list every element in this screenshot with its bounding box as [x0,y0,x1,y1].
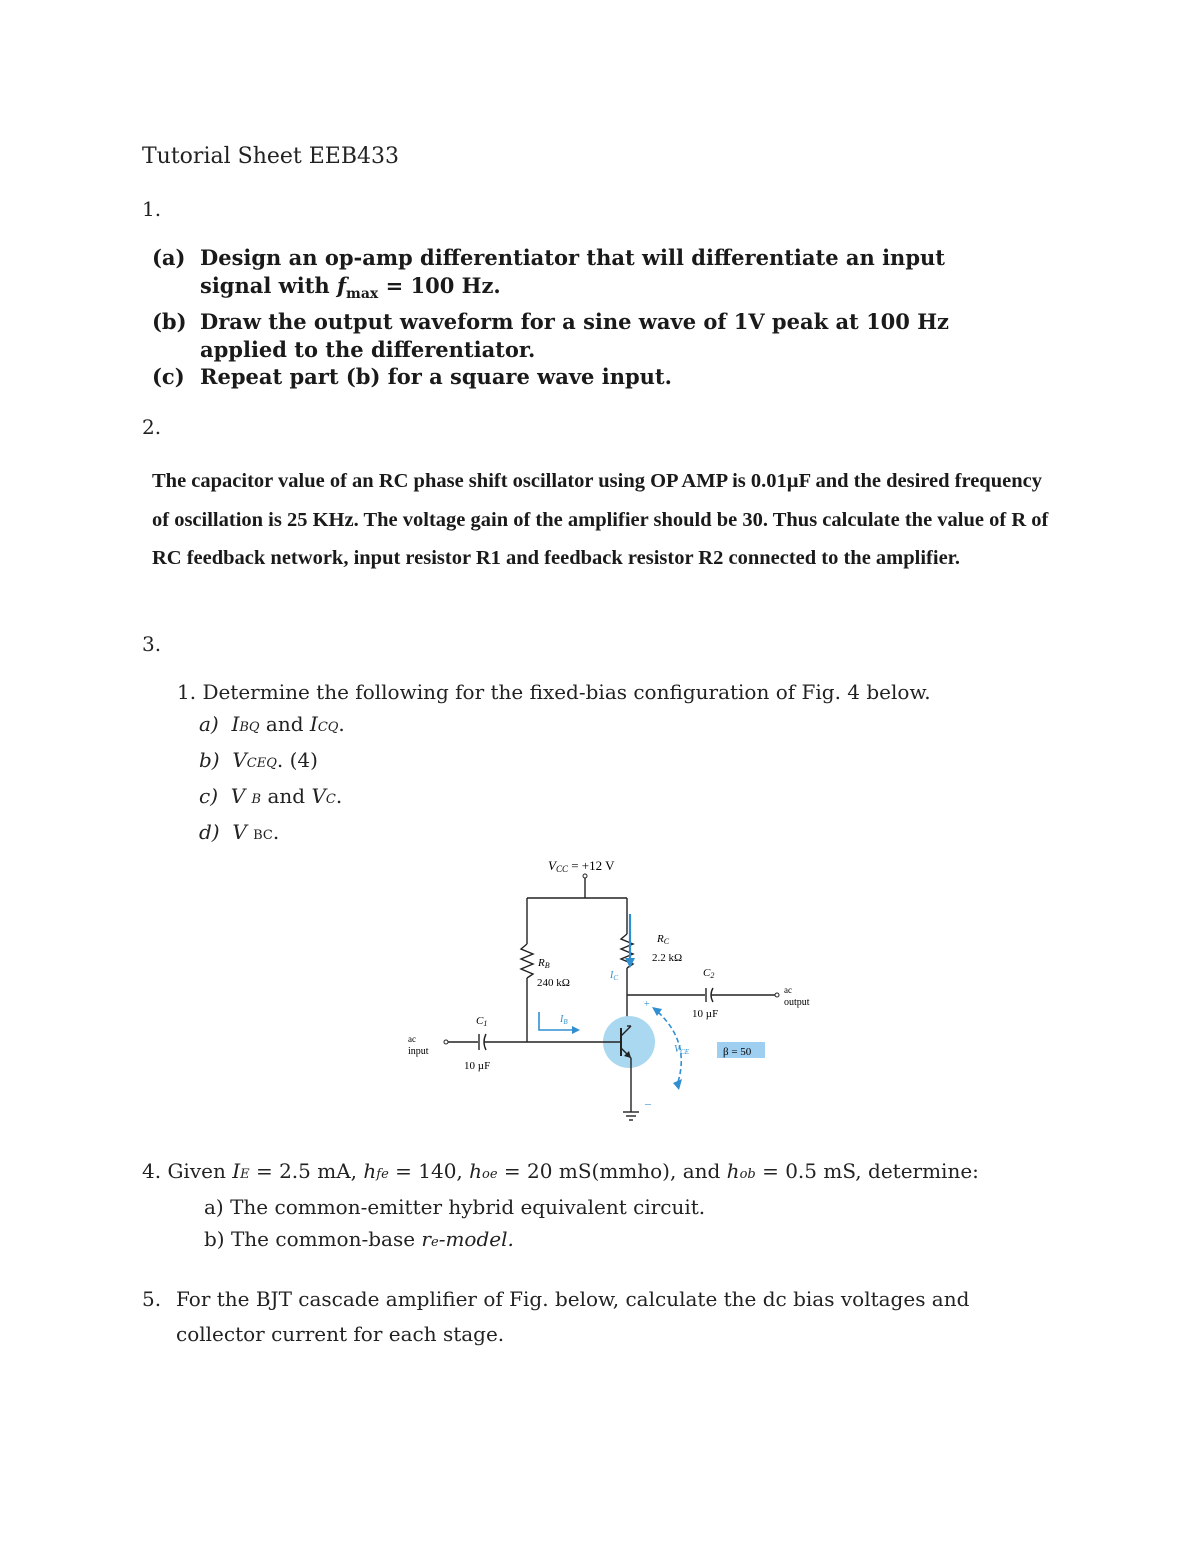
q4-part-a: a) The common-emitter hybrid equivalent circuit. [204,1195,706,1219]
q5-row [142,1282,1022,1352]
q4-ie: I [232,1159,241,1183]
vce-minus-sign: – [645,1096,651,1110]
q1-part-b-label: (b) [152,309,187,335]
q3-ibq-sub: BQ [239,720,260,735]
question-3-body [177,676,931,852]
c2-label: C2 [703,967,715,980]
q4-v4: = 0.5 mS, determine: [755,1159,979,1183]
q4-part-b-text: b) The common-base [204,1227,422,1251]
ib-arrow-head [572,1026,580,1034]
q4-part-b [142,1223,979,1259]
q5-text: For the BJT cascade amplifier of Fig. below, calculate the dc bias voltages and collector current for each stage. [176,1287,970,1346]
q1-part-b-line1: Draw the output waveform for a sine wave of 1V peak at 100 Hz [200,309,949,335]
page-title: Tutorial Sheet EEB433 [142,144,400,169]
q1-part-a-line2 [152,272,949,309]
q3-vc-sub: C [325,792,336,807]
ac-input-label-1: ac [408,1034,416,1044]
q4-hfe-sub: fe [376,1167,389,1182]
q1-part-a [152,244,949,272]
q1-part-b [152,308,949,336]
question-3-number: 3. [142,632,162,656]
q1-part-c [152,363,949,391]
question-1-body [152,244,949,391]
question-2-text: The capacitor value of an RC phase shift oscillator using OP AMP is 0.01µF and the desired frequency of oscillation is 25 KHz. The voltage gain of the amplifier should be 30. Thus calculate the value of R of RC feedback network, input resistor R1 and feedback resistor R2 connected to the amplifier. [152,470,1049,569]
q4-hob-sub: ob [739,1167,756,1182]
question-5-number: 5. [142,1287,162,1311]
q4-hfe: h [363,1159,377,1183]
q1-part-c-label: (c) [152,364,185,390]
q3-ibq: I [231,712,240,736]
ac-output-label-1: ac [784,985,792,995]
q3-part-c-label: c) [199,784,219,808]
q3-vbc: V [232,820,247,844]
q4-hoe: h [469,1159,483,1183]
output-terminal [775,993,779,997]
ac-input-label-2: input [408,1046,429,1057]
rc-value: 2.2 kΩ [652,952,683,964]
q3-c-end: . [335,784,343,808]
q3-vb-sub: B [251,792,262,807]
q3-part-c [177,780,931,816]
q3-vceq: V [232,748,247,772]
q4-line1 [142,1155,979,1191]
q3-intro: 1. Determine the following for the fixed-bias configuration of Fig. 4 below. [177,680,931,704]
q3-b-end: . (4) [276,748,318,772]
q3-vceq-sub: CEQ [246,756,277,771]
q4-hoe-sub: oe [482,1167,498,1182]
q3-icq-sub: CQ [317,720,339,735]
q4-v2: = 140, [388,1159,470,1183]
q4-hob: h [726,1159,740,1183]
q3-vc: V [311,784,326,808]
question-5-body [142,1282,1022,1352]
c1-value: 10 µF [464,1060,491,1072]
q3-part-d [177,816,931,852]
q1-part-a-line1: Design an op-amp differentiator that will differentiate an input [200,245,945,270]
rb-label: RB [538,957,550,970]
question-4-number: 4. [142,1159,162,1183]
question-1-number: 1. [142,197,162,221]
c1-label: C1 [476,1015,488,1028]
q3-a-end: . [338,712,345,736]
vce-arrow-head-bottom [673,1079,682,1090]
vcc-label: VCC = +12 V [548,858,615,874]
c2-value: 10 µF [692,1008,719,1020]
q1-fmax-symbol: f [336,272,347,298]
q3-vbc-sub: BC [253,828,273,843]
q3-part-d-label: d) [199,820,220,844]
vcc-terminal [583,874,587,878]
rb-resistor [521,944,533,978]
q3-part-a [177,708,931,744]
q3-d-end: . [272,820,280,844]
ib-label: $I_B$ [560,1014,568,1026]
q1-part-a-line2-value: = 100 Hz. [378,272,501,298]
ac-output-label-2: output [784,997,810,1008]
q3-part-b [177,744,931,780]
q4-re: r [421,1227,431,1251]
vce-plus-sign: + [644,999,650,1010]
q4-v3: = 20 mS(mmho), and [497,1159,727,1183]
q1-fmax-subscript: max [346,285,379,302]
q3-part-a-label: a) [199,712,219,736]
q4-ie-sub: E [240,1167,250,1182]
q4-re-sub: e [430,1235,439,1250]
q3-and: and [259,712,310,736]
beta-label: β = 50 [723,1046,752,1058]
input-terminal [444,1040,448,1044]
fixed-bias-circuit-diagram [400,850,840,1140]
q1-part-a-label: (a) [152,245,186,270]
q3-c-and: and [261,784,312,808]
q4-model: -model. [438,1227,514,1251]
rb-value: 240 kΩ [537,977,570,989]
ic-arrow-head [625,958,635,968]
question-4-body [142,1155,979,1259]
q4-v1: = 2.5 mA, [249,1159,364,1183]
q1-part-b-line2: applied to the differentiator. [200,336,536,362]
q3-icq: I [309,712,318,736]
rc-label: RC [657,933,670,946]
q4-pre: Given [161,1159,233,1183]
q1-part-c-line1: Repeat part (b) for a square wave input. [200,364,672,390]
q1-part-a-line2-text: signal with [200,272,337,298]
q3-vb: V [230,784,246,808]
q3-part-b-label: b) [199,748,220,772]
vce-label: $V_{CE}$ [674,1044,690,1056]
question-2-number: 2. [142,415,162,439]
ic-label: $I_C$ [610,970,619,982]
